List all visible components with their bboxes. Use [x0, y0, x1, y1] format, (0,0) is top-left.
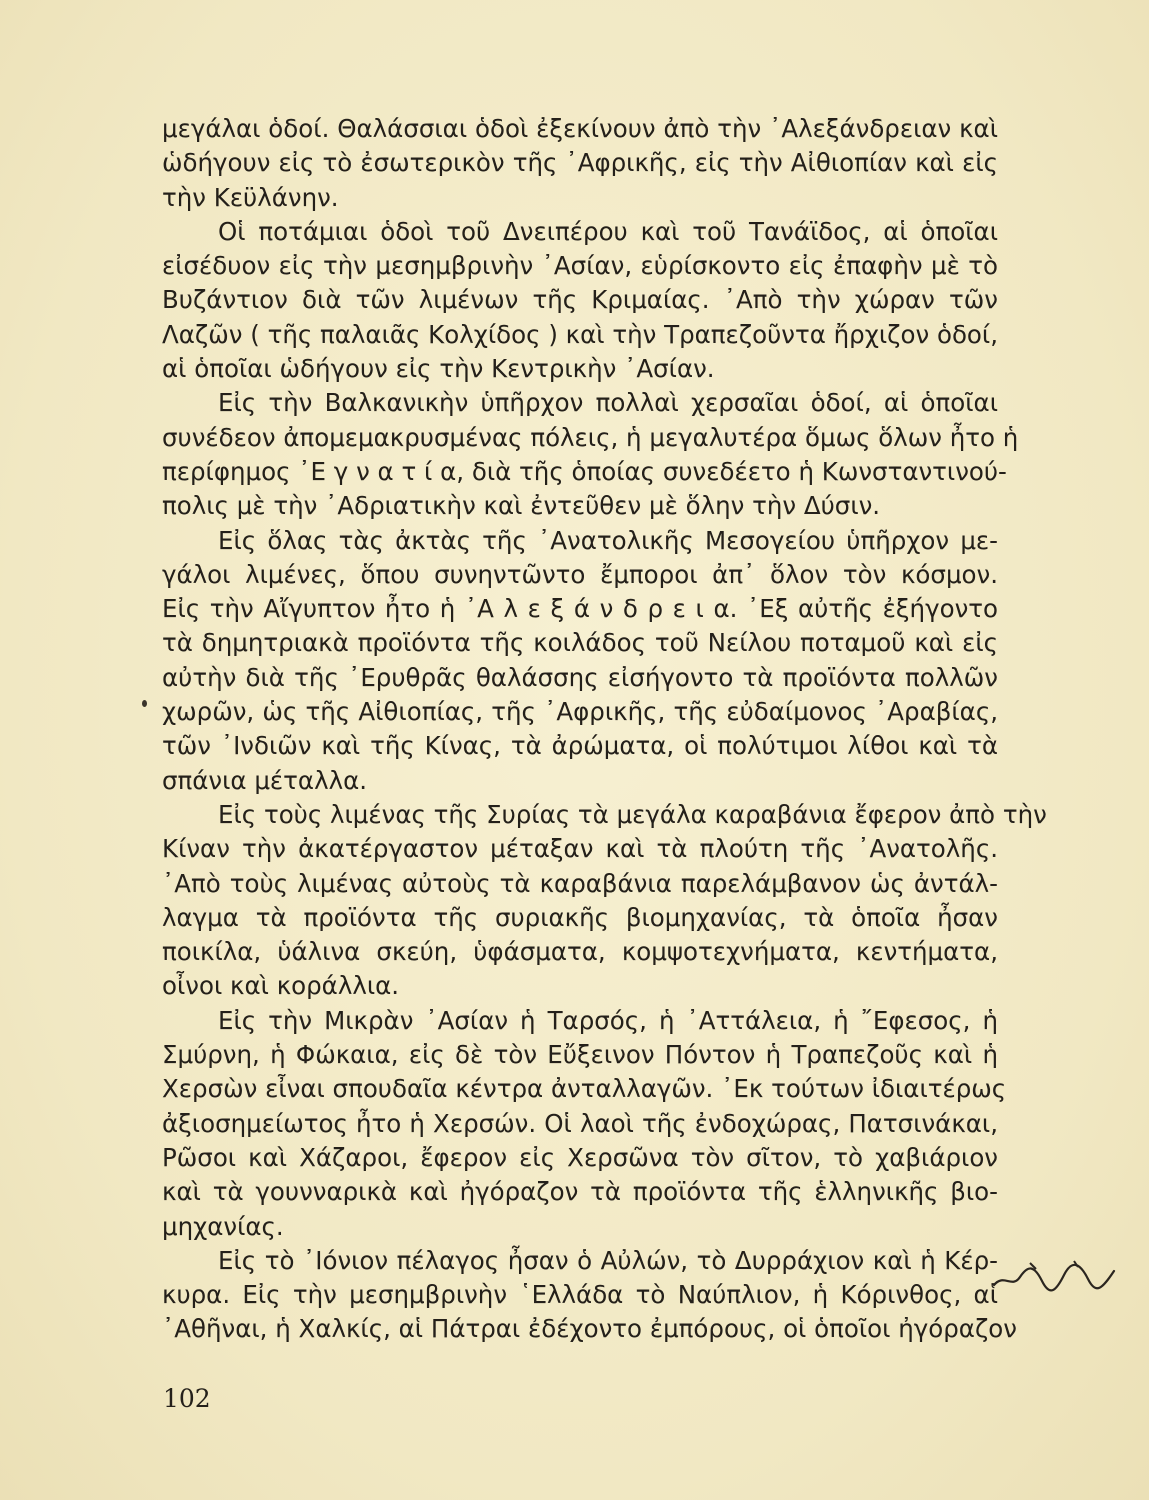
handwritten-scribble-icon: [990, 1255, 1120, 1299]
text-line: Χερσὼν εἶναι σπουδαῖα κέντρα ἀνταλλαγῶν. ᾿Εκ τούτων ἰδιαιτέρως: [162, 1074, 1007, 1104]
text-line: Εἰς τοὺς λιμένας τῆς Συρίας τὰ μεγάλα καραβάνια ἔφερον ἀπὸ τὴν: [218, 799, 1047, 829]
text-line: Βυζάντιον διὰ τῶν λιμένων τῆς Κριμαίας. ᾿Απὸ τὴν χώραν τῶν: [162, 285, 998, 315]
text-line: τὴν Κεϋλάνην.: [162, 182, 339, 212]
text-line: χωρῶν, ὡς τῆς Αἰθιοπίας, τῆς ᾿Αφρικῆς, τῆς εὐδαίμονος ᾿Αραβίας,: [162, 697, 998, 727]
text-line: ποικίλα, ὑάλινα σκεύη, ὑφάσματα, κομψοτεχνήματα, κεντήματα,: [162, 937, 998, 967]
text-line: Οἱ ποτάμιαι ὁδοὶ τοῦ Δνειπέρου καὶ τοῦ Τανάϊδος, αἱ ὁποῖαι: [218, 216, 998, 246]
text-line: Εἰς τὸ ᾿Ιόνιον πέλαγος ἦσαν ὁ Αὐλών, τὸ Δυρράχιον καὶ ἡ Κέρ-: [218, 1245, 998, 1275]
margin-dot: [142, 700, 147, 707]
text-line: Εἰς τὴν Μικρὰν ᾿Ασίαν ἡ Ταρσός, ἡ ᾿Αττάλεια, ἡ ῎Εφεσος, ἡ: [218, 1005, 998, 1035]
text-line: οἶνοι καὶ κοράλλια.: [162, 971, 400, 1001]
text-line: αἱ ὁποῖαι ὡδήγουν εἰς τὴν Κεντρικὴν ᾿Ασίαν.: [162, 354, 715, 384]
text-line: καὶ τὰ γουνναρικὰ καὶ ἠγόραζον τὰ προϊόντα τῆς ἑλληνικῆς βιο-: [162, 1177, 998, 1207]
text-line: τῶν ᾿Ινδιῶν καὶ τῆς Κίνας, τὰ ἀρώματα, οἱ πολύτιμοι λίθοι καὶ τὰ: [162, 731, 998, 761]
page-number: 102: [163, 1384, 211, 1413]
text-line: κυρα. Εἰς τὴν μεσημβρινὴν ῾Ελλάδα τὸ Ναύπλιον, ἡ Κόρινθος, αἱ: [162, 1280, 998, 1310]
text-line: Σμύρνη, ἡ Φώκαια, εἰς δὲ τὸν Εὔξεινον Πόντον ἡ Τραπεζοῦς καὶ ἡ: [162, 1040, 998, 1070]
text-line: ὡδήγουν εἰς τὸ ἐσωτερικὸν τῆς ᾿Αφρικῆς, εἰς τὴν Αἰθιοπίαν καὶ εἰς: [162, 148, 998, 178]
text-line: συνέδεον ἀπομεμακρυσμένας πόλεις, ἡ μεγαλυτέρα ὅμως ὅλων ἦτο ἡ: [162, 422, 1019, 452]
text-line: πολις μὲ τὴν ᾿Αδριατικὴν καὶ ἐντεῦθεν μὲ ὅλην τὴν Δύσιν.: [162, 491, 881, 521]
text-line: μηχανίας.: [162, 1211, 284, 1241]
text-line: ᾿Απὸ τοὺς λιμένας αὐτοὺς τὰ καραβάνια παρελάμβανον ὡς ἀντάλ-: [162, 868, 998, 898]
text-line: τὰ δημητριακὰ προϊόντα τῆς κοιλάδος τοῦ Νείλου ποταμοῦ καὶ εἰς: [162, 628, 998, 658]
text-line: Λαζῶν ( τῆς παλαιᾶς Κολχίδος ) καὶ τὴν Τραπεζοῦντα ἤρχιζον ὁδοί,: [162, 319, 998, 349]
text-line: Εἰς τὴν Βαλκανικὴν ὑπῆρχον πολλαὶ χερσαῖαι ὁδοί, αἱ ὁποῖαι: [218, 388, 998, 418]
text-line: Κίναν τὴν ἀκατέργαστον μέταξαν καὶ τὰ πλούτη τῆς ᾿Ανατολῆς.: [162, 834, 998, 864]
text-line: γάλοι λιμένες, ὅπου συνηντῶντο ἔμποροι ἀπ᾿ ὅλον τὸν κόσμον.: [162, 559, 998, 589]
text-line: λαγμα τὰ προϊόντα τῆς συριακῆς βιομηχανίας, τὰ ὁποῖα ἦσαν: [162, 902, 998, 932]
text-line: μεγάλαι ὁδοί. Θαλάσσιαι ὁδοὶ ἐξεκίνουν ἀπὸ τὴν ᾿Αλεξάνδρειαν καὶ: [162, 114, 998, 143]
text-line: περίφημος ᾿Ε γ ν α τ ί α, διὰ τῆς ὁποίας συνεδέετο ἡ Κωνσταντινού-: [162, 456, 1007, 486]
text-line: ᾿Αθῆναι, ἡ Χαλκίς, αἱ Πάτραι ἐδέχοντο ἐμπόρους, οἱ ὁποῖοι ἠγόραζον: [162, 1314, 1017, 1344]
text-line: σπάνια μέταλλα.: [162, 765, 368, 795]
text-line: Ρῶσοι καὶ Χάζαροι, ἔφερον εἰς Χερσῶνα τὸν σῖτον, τὸ χαβιάριον: [162, 1142, 998, 1172]
text-line: Εἰς τὴν Αἴγυπτον ἦτο ἡ ᾿Α λ ε ξ ά ν δ ρ ε ι α. ᾿Εξ αὐτῆς ἐξήγοντο: [162, 594, 998, 624]
text-line: αὐτὴν διὰ τῆς ᾿Ερυθρᾶς θαλάσσης εἰσήγοντο τὰ προϊόντα πολλῶν: [162, 662, 998, 692]
text-line: εἰσέδυον εἰς τὴν μεσημβρινὴν ᾿Ασίαν, εὑρίσκοντο εἰς ἐπαφὴν μὲ τὸ: [162, 251, 998, 281]
body-text: [162, 112, 1047, 1347]
text-line: Εἰς ὅλας τὰς ἀκτὰς τῆς ᾿Ανατολικῆς Μεσογείου ὑπῆρχον με-: [218, 525, 998, 555]
text-line: ἀξιοσημείωτος ἦτο ἡ Χερσών. Οἱ λαοὶ τῆς ἐνδοχώρας, Πατσινάκαι,: [162, 1108, 998, 1138]
